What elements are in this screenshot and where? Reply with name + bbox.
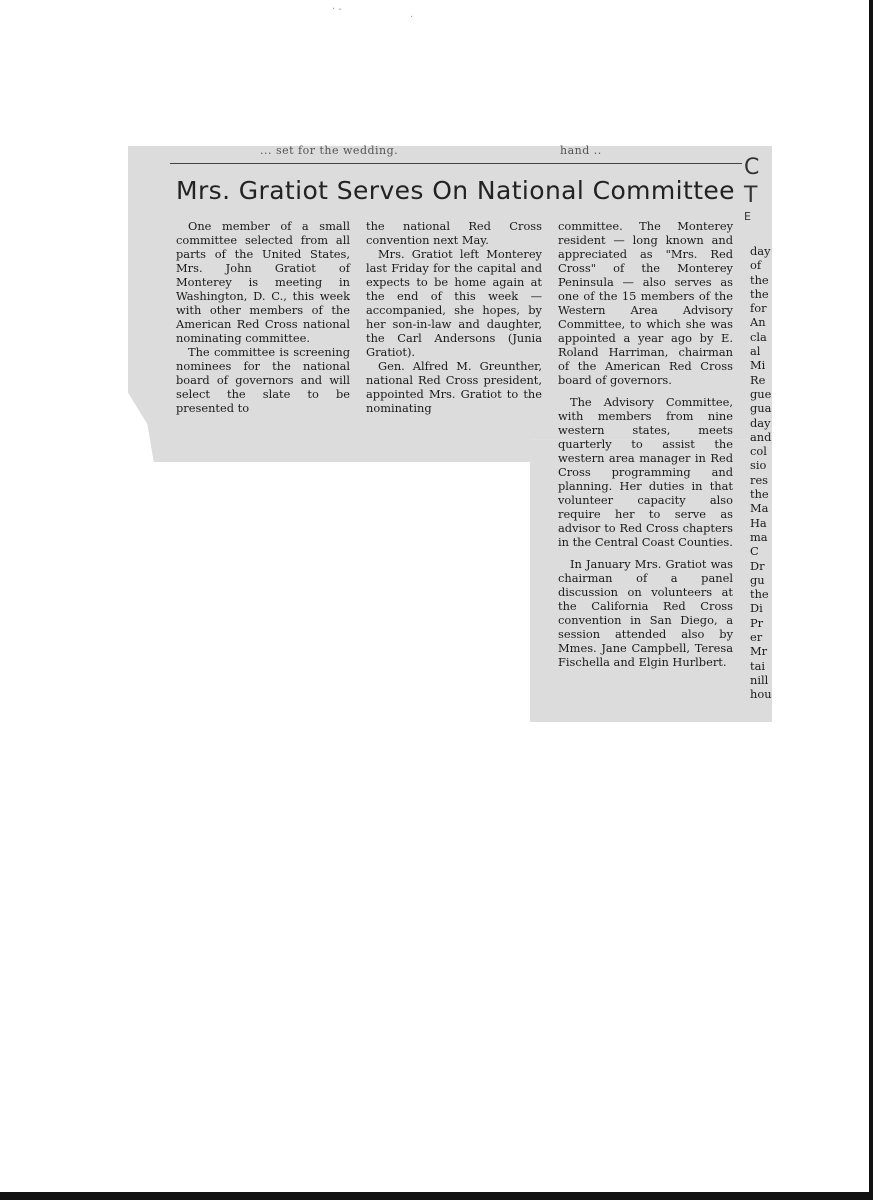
paragraph: The Advisory Committee, with members from nine western states, meets quarterly to assist the western area manager in Red Cross programming and planning. Her duties in that volunteer capacity also require her to serve as advisor to Red Cross chapters in the Central Coast Counties. [558, 395, 733, 549]
column-fragment: the [750, 487, 769, 502]
adjacent-headline-fragment: C [744, 155, 760, 180]
column-fragment: nill [750, 672, 769, 687]
paragraph: the national Red Cross convention next May. [366, 219, 542, 247]
column-fragment: er [750, 630, 763, 645]
column-fragment: gue [750, 386, 772, 401]
column-fragment: C [750, 544, 759, 559]
column-fragment: al [750, 344, 761, 359]
adjacent-headline-fragment: E [744, 210, 751, 223]
adjacent-headline [744, 154, 759, 224]
column-fragment: An [750, 315, 766, 330]
article-column-2 [366, 219, 542, 415]
column-fragment: hou [750, 687, 772, 702]
column-fragment: res [750, 472, 769, 487]
scan-speck: · - [332, 4, 342, 15]
column-fragment: Ma [750, 501, 769, 516]
column-fragment: gua [750, 401, 772, 416]
article-column-1 [176, 219, 350, 415]
column-fragment: Re [750, 372, 766, 387]
paragraph: Gen. Alfred M. Greunther, national Red Cross president, appointed Mrs. Gratiot to the nominating [366, 359, 542, 415]
scan-speck: · [410, 12, 414, 23]
article-column-3 [558, 219, 733, 669]
paragraph: The committee is screening nominees for the national board of governors and will select the slate to be presented to [176, 345, 350, 415]
cut-off-text-left: ... set for the wedding. [260, 144, 399, 157]
column-fragment: ma [750, 529, 768, 544]
paragraph: One member of a small committee selected from all parts of the United States, Mrs. John Gratiot of Monterey is meeting in Washington, D. C., this week with other members of the American Red Cross national nominating committee. [176, 219, 350, 345]
column-fragment: Di [750, 601, 763, 616]
paragraph: committee. The Monterey resident — long known and appreciated as "Mrs. Red Cross" of the Monterey Peninsula — also serves as one of the 15 members of the Western Area Advisory Committee, to which she was appointed a year ago by E. Roland Harriman, chairman of the American Red Cross board of governors. [558, 219, 733, 387]
column-fragment: Mr [750, 644, 768, 659]
column-fragment: col [750, 444, 767, 459]
paragraph: Mrs. Gratiot left Monterey last Friday for the capital and expects to be home again at the end of this week — accompanied, she hopes, by her son-in-law and daughter, the Carl Andersons (Junia Gratiot). [366, 247, 542, 359]
scan-border-bottom [0, 1192, 873, 1200]
column-fragment: sio [750, 458, 767, 473]
column-fragment: cla [750, 329, 767, 344]
column-fragment: Mi [750, 358, 766, 373]
column-fragment: tai [750, 658, 766, 673]
column-fragment: the [750, 272, 769, 287]
column-fragment: and [750, 429, 772, 444]
headline: Mrs. Gratiot Serves On National Committee [176, 176, 735, 205]
scan-border-right [869, 0, 873, 1200]
top-rule [170, 163, 742, 164]
column-fragment: Pr [750, 615, 764, 630]
column-fragment: of [750, 258, 762, 273]
column-fragment: gu [750, 572, 765, 587]
column-fragment: the [750, 587, 769, 602]
paragraph: In January Mrs. Gratiot was chairman of a panel discussion on volunteers at the California Red Cross convention in San Diego, a session attended also by Mmes. Jane Campbell, Teresa Fischella and Elgin Hurlbert. [558, 557, 733, 669]
column-fragment: day [750, 415, 771, 430]
column-fragment: day [750, 244, 771, 258]
column-fragment: Dr [750, 558, 765, 573]
cut-off-text-right: hand .. [560, 144, 602, 157]
column-fragment: for [750, 301, 767, 316]
column-fragment: the [750, 286, 769, 301]
adjacent-headline-fragment: T [744, 183, 758, 208]
column-fragment: Ha [750, 515, 767, 530]
adjacent-article-column [750, 244, 774, 702]
